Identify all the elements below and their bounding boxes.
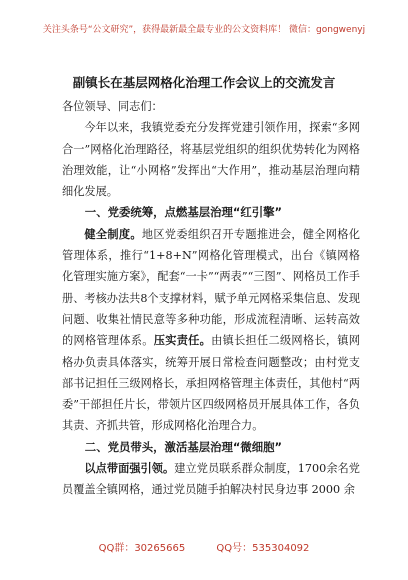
- document-body: [62, 96, 360, 501]
- document-title: 副镇长在基层网格化治理工作会议上的交流发言: [72, 75, 336, 90]
- footer-banner: [0, 539, 408, 554]
- section-2-paragraph: [62, 458, 360, 501]
- section-1-heading: 一、党委统筹，点燃基层治理“红引擎”: [84, 205, 283, 220]
- section-1-paragraph: [62, 224, 360, 437]
- section-1-lead-1: 健全制度。: [84, 227, 142, 241]
- section-2-text-1: 建立党员联系群众制度，1700余名党员覆盖全镇网格，通过党员随手拍解决村民身边事 2000 余: [62, 462, 360, 497]
- section-1-text-2: 由镇长担任二级网格长，镇网格办负责具体落实，统筹开展日常检查问题整改；由村党支部书记担任三级网格长，承担网格管理主体责任，其他村“两委”干部担任片长，带领片区四级网格员开展具体工作，各负其责、齐抓共管，形成网格化治理合力。: [62, 334, 360, 433]
- header-banner: 关注头条号“公文研究”，获得最新最全最专业的公文资料库！ 微信：gongwenyj: [42, 25, 366, 35]
- section-1-lead-2: 压实责任。: [153, 334, 212, 348]
- salutation: 各位领导、同志们：: [62, 100, 163, 113]
- intro-paragraph: 今年以来，我镇党委充分发挥党建引领作用，探索“多网合一”网格化治理路径，将基层党组织的组织优势转化为网格治理效能，让“小网格”发挥出“大作用”，推动基层治理向精细化发展。: [62, 121, 360, 199]
- footer-qq-number: QQ号：535304092: [216, 543, 310, 554]
- section-1-text-1: 地区党委组织召开专题推进会，健全网格化管理体系，推行“1+8+N”网格化管理模式，出台《镇网格化管理实施方案》，配套“一卡”“两表”“三图”、网格员工作手册、考核办法共8个支撑材料，赋予单元网格采集信息、发现问题、收集社情民意等多种功能，形成流程清晰、运转高效的网格管理体系。: [62, 227, 360, 348]
- footer-qq-group: QQ群：30265665: [98, 543, 186, 554]
- section-2-lead-1: 以点带面强引领。: [84, 462, 175, 476]
- section-2-heading: 二、党员带头，激活基层治理“微细胞”: [84, 439, 283, 454]
